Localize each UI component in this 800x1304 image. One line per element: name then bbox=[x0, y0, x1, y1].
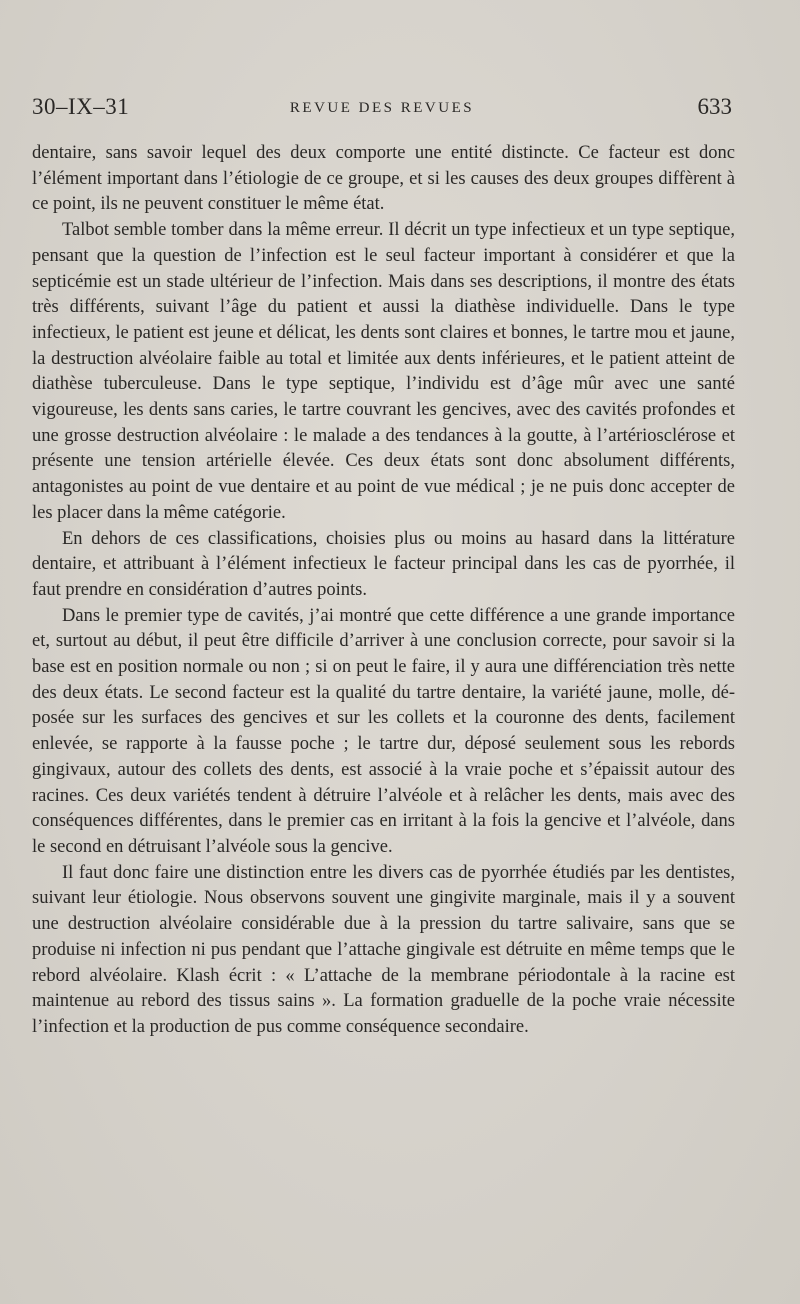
paragraph-1: dentaire, sans savoir lequel des deux comporte une entité distincte. Ce facteur est donc l’élément important dans l’étiologie de ce groupe, et si les causes des deux groupes diffèrent à ce point, ils ne peuvent constituer le même état. bbox=[32, 143, 735, 215]
header-title: REVUE DES REVUES bbox=[289, 100, 475, 116]
body-text bbox=[32, 141, 735, 1041]
paragraph-2: Talbot semble tomber dans la même erreur. Il décrit un type infectieux et un type septique, pensant que la question de l’infection est le seul facteur important à considérer et que la septicémie est un stade ultérieur de l’infection. Mais dans ses descriptions, il montre des états très différents, suivant l’âge du patient et aussi la diathèse individuelle. Dans le type infectieux, le patient est jeune et délicat, les dents sont claires et bonnes, le tartre mou et jaune, la destruction alvéolaire faible au total et limitée aux dents inférieures, et le patient atteint de diathèse tuberculeuse. Dans le type septique, l’individu est d’âge mûr avec une santé vigoureuse, les dents sans caries, le tartre couvrant les gencives, avec des cavités profondes et une grosse destruction alvéolaire : le malade a des tendances à la goutte, à l’artériosclérose et présente une tension artérielle élevée. Ces deux états sont donc absolument différents, antagonistes au point de vue dentaire et au point de vue médical ; je ne puis donc accepter de les placer dans la même catégorie. bbox=[32, 220, 735, 523]
paragraph-4: Dans le premier type de cavités, j’ai montré que cette différence a une grande importance et, surtout au début, il peut être difficile d’arriver à une conclusion correcte, pour savoir si la base est en position normale ou non ; si on peut le faire, il y aura une différenciation très nette des deux états. Le second facteur est la qualité du tartre dentaire, la variété jaune, molle, déposée sur les surfaces des gencives et sur les collets et la couronne des dents, facilement enlevée, se rapporte à la fausse poche ; le tartre dur, déposé seulement sous les rebords gingivaux, autour des collets des dents, est associé à la vraie poche et s’épaissit autour des racines. Ces deux variétés tendent à détruire l’alvéole et à relâcher les dents, mais avec des conséquences différentes, dans le premier cas en irritant à la fois la gencive et l’alvéole, dans le second en détruisant l’alvéole sous la gencive. bbox=[32, 605, 735, 857]
running-head bbox=[32, 94, 732, 124]
paragraph-3: En dehors de ces classifications, choisies plus ou moins au hasard dans la littérature dentaire, et attribuant à l’élément infectieux le facteur principal dans les cas de pyorrhée, il faut prendre en considération d’autres points. bbox=[32, 528, 735, 600]
paragraph-5: Il faut donc faire une distinction entre les divers cas de pyorrhée étudiés par les dentistes, suivant leur étiologie. Nous observons souvent une gingivite marginale, mais il y a souvent une destruction alvéolaire considérable due à la pression du tartre salivaire, sans que se produise ni infection ni pus pendant que l’attache gingivale est détruite en même temps que le rebord alvéolaire. Klash écrit : « L’attache de la membrane périodontale à la racine est maintenue au rebord des tissus sains ». La formation graduelle de la poche vraie nécessite l’infection et la production de pus comme conséquence secondaire. bbox=[32, 862, 735, 1037]
header-date: 30–IX–31 bbox=[32, 94, 130, 119]
page-number: 633 bbox=[697, 94, 732, 119]
